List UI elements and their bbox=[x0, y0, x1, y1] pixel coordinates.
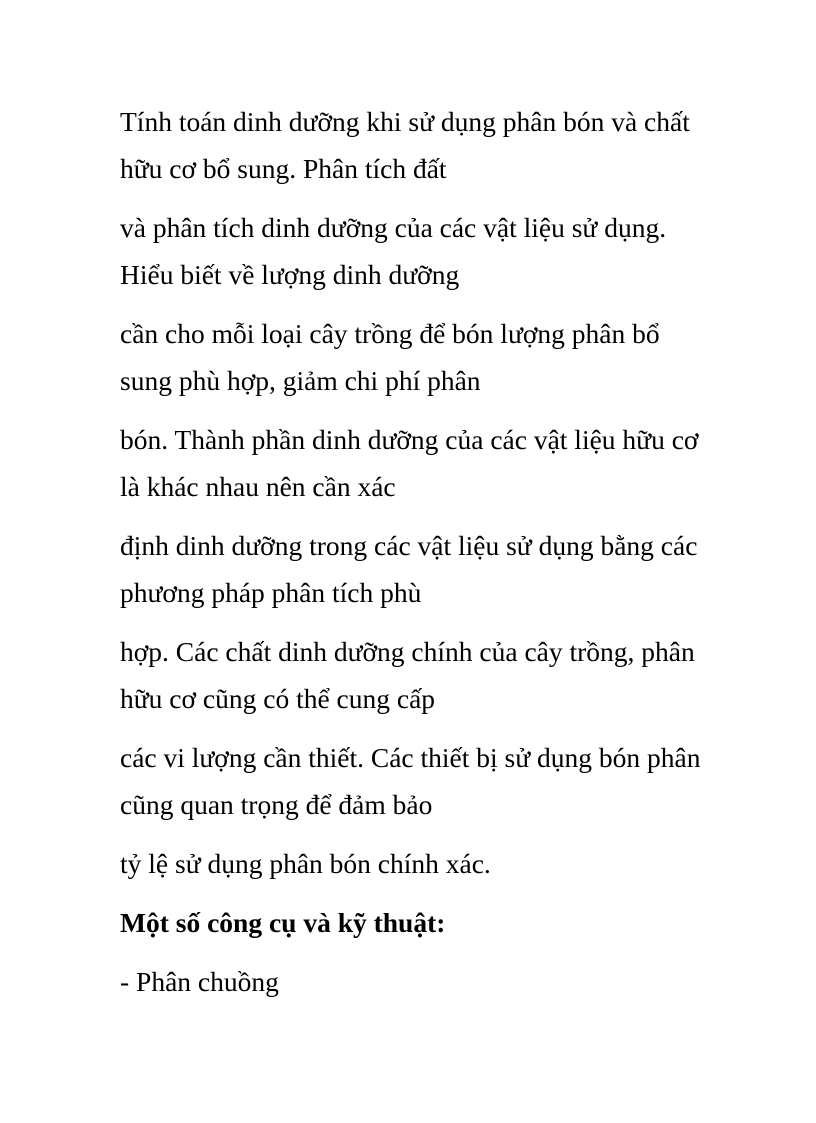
paragraph bbox=[120, 310, 780, 404]
paragraph-line: hữu cơ cũng có thể cung cấp bbox=[120, 683, 436, 714]
list-item: - Phân chuồng bbox=[120, 966, 279, 997]
paragraph bbox=[120, 416, 780, 510]
paragraph-line: sung phù hợp, giảm chi phí phân bbox=[120, 365, 481, 396]
paragraph-line: các vi lượng cần thiết. Các thiết bị sử dụng bón phân bbox=[120, 742, 701, 773]
paragraph bbox=[120, 98, 780, 192]
paragraph-line: hữu cơ bổ sung. Phân tích đất bbox=[120, 153, 447, 184]
paragraph-line: phương pháp phân tích phù bbox=[120, 577, 422, 608]
paragraph bbox=[120, 628, 780, 722]
paragraph-line: bón. Thành phần dinh dưỡng của các vật liệu hữu cơ bbox=[120, 424, 699, 455]
paragraph-line: Hiểu biết về lượng dinh dưỡng bbox=[120, 259, 460, 290]
paragraph-line: và phân tích dinh dưỡng của các vật liệu sử dụng. bbox=[120, 212, 667, 243]
paragraph-line: Tính toán dinh dưỡng khi sử dụng phân bón và chất bbox=[120, 106, 690, 137]
paragraph-line: cần cho mỗi loại cây trồng để bón lượng phân bổ bbox=[120, 318, 660, 349]
paragraph-line: định dinh dưỡng trong các vật liệu sử dụng bằng các bbox=[120, 530, 698, 561]
paragraph bbox=[120, 840, 780, 887]
paragraph bbox=[120, 522, 780, 616]
paragraph-line: hợp. Các chất dinh dưỡng chính của cây trồng, phân bbox=[120, 636, 695, 667]
paragraph-line: là khác nhau nên cần xác bbox=[120, 471, 396, 502]
paragraph-line: tỷ lệ sử dụng phân bón chính xác. bbox=[120, 848, 491, 879]
paragraph bbox=[120, 734, 780, 828]
document-page bbox=[120, 98, 780, 1005]
paragraph bbox=[120, 204, 780, 298]
paragraph-line: cũng quan trọng để đảm bảo bbox=[120, 789, 433, 820]
section-heading: Một số công cụ và kỹ thuật: bbox=[120, 907, 446, 938]
